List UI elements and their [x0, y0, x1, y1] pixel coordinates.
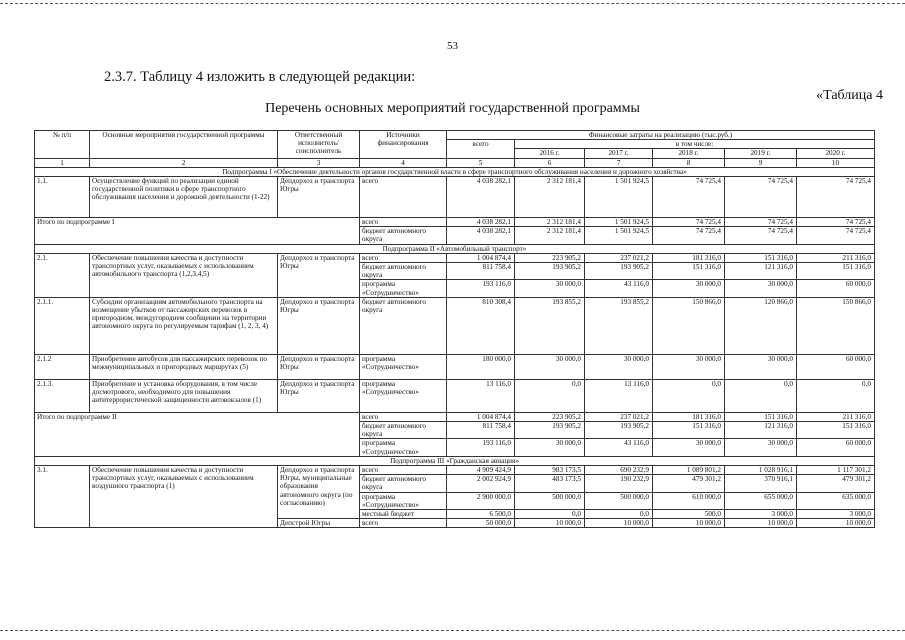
cell-value: 120 866,0: [725, 297, 797, 354]
cell-value: 811 758,4: [447, 422, 515, 439]
cell-value: 74 725,4: [797, 177, 875, 218]
row-source: всего: [360, 218, 447, 227]
cell-value: 60 000,0: [797, 280, 875, 297]
header-year: 2016 г.: [515, 149, 585, 158]
cell-value: 237 021,2: [585, 412, 653, 421]
col-number: 10: [797, 158, 875, 167]
cell-value: 30 000,0: [515, 280, 585, 297]
row-responsible: Депдорхоз и транспорта Югры, муниципальные образования автономного округа (по согласованию): [278, 466, 360, 519]
row-activity: Обеспечение повышения качества и доступности транспортных услуг, оказываемых с использованием автомобильного транспорта (1,2,3,4,5): [90, 253, 278, 297]
cell-value: 74 725,4: [725, 218, 797, 227]
cell-value: 74 725,4: [653, 218, 725, 227]
col-number: 9: [725, 158, 797, 167]
header-year: 2019 г.: [725, 149, 797, 158]
cell-value: 479 301,2: [797, 475, 875, 492]
cell-value: 121 316,0: [725, 422, 797, 439]
cell-value: 479 301,2: [653, 475, 725, 492]
header-activities: Основные мероприятия государственной программы: [90, 131, 278, 159]
col-number: 4: [360, 158, 447, 167]
cell-value: 2 002 924,9: [447, 475, 515, 492]
cell-value: 4 038 282,1: [447, 218, 515, 227]
cell-value: 1 089 801,2: [653, 466, 725, 475]
cell-value: 0,0: [797, 379, 875, 412]
row-responsible: Депстрой Югры: [278, 519, 360, 528]
row-source: всего: [360, 253, 447, 262]
cell-value: 193 905,2: [515, 422, 585, 439]
col-number: 2: [90, 158, 278, 167]
cell-value: 1 501 924,5: [585, 177, 653, 218]
header-finance: Финансовые затраты на реализацию (тыс.руб.): [447, 131, 875, 140]
cell-value: 983 173,5: [515, 466, 585, 475]
cell-value: 1 028 916,1: [725, 466, 797, 475]
row-num: 2.1.: [35, 253, 90, 297]
cell-value: 43 116,0: [585, 439, 653, 456]
row-responsible: Депдорхоз и транспорта Югры: [278, 297, 360, 354]
col-number: 5: [447, 158, 515, 167]
cell-value: 635 000,0: [797, 492, 875, 509]
cell-value: 30 000,0: [725, 354, 797, 379]
row-source: бюджет автономного округа: [360, 422, 447, 439]
cell-value: 4 038 282,1: [447, 177, 515, 218]
row-source: программа «Сотрудничество»: [360, 492, 447, 509]
cell-value: 1 004 874,4: [447, 253, 515, 262]
cell-value: 193 116,0: [447, 439, 515, 456]
col-number: 6: [515, 158, 585, 167]
cell-value: 237 021,2: [585, 253, 653, 262]
cell-value: 2 900 000,0: [447, 492, 515, 509]
subtotal-label: Итого по подпрограмме I: [35, 218, 360, 245]
row-source: всего: [360, 177, 447, 218]
cell-value: 60 000,0: [797, 354, 875, 379]
row-activity: Обеспечение повышения качества и доступности транспортных услуг, оказываемых с использованием воздушного транспорта (1): [90, 466, 278, 528]
row-activity: Субсидии организациям автомобильного транспорта на возмещение убытков от пассажирских перевозок в пригородном, междугороднем сообщении на территории автономного округа по регулируемым тарифам (1, 2, 3, 4): [90, 297, 278, 354]
row-source: бюджет автономного округа: [360, 297, 447, 354]
cell-value: 151 316,0: [797, 263, 875, 280]
cell-value: 150 866,0: [653, 297, 725, 354]
cell-value: 1 501 924,5: [585, 227, 653, 244]
cell-value: 30 000,0: [653, 354, 725, 379]
cell-value: 10 000,0: [585, 519, 653, 528]
subprogram-title: Подпрограмма II «Автомобильный транспорт»: [35, 244, 875, 253]
cell-value: 10 000,0: [797, 519, 875, 528]
cell-value: 2 312 181,4: [515, 218, 585, 227]
cell-value: 181 316,0: [653, 253, 725, 262]
col-number: 1: [35, 158, 90, 167]
row-source: программа «Сотрудничество»: [360, 354, 447, 379]
cell-value: 10 000,0: [653, 519, 725, 528]
section-heading: 2.3.7. Таблицу 4 изложить в следующей редакции:: [104, 69, 416, 85]
cell-value: 0,0: [725, 379, 797, 412]
row-source: всего: [360, 412, 447, 421]
cell-value: 180 000,0: [447, 354, 515, 379]
cell-value: 690 232,9: [585, 466, 653, 475]
program-activities-table: [34, 130, 875, 528]
col-number: 7: [585, 158, 653, 167]
header-total: всего: [447, 140, 515, 158]
cell-value: 193 855,2: [515, 297, 585, 354]
cell-value: 30 000,0: [515, 354, 585, 379]
cell-value: 151 316,0: [725, 253, 797, 262]
row-num: 3.1.: [35, 466, 90, 528]
header-num: № п/п: [35, 131, 90, 159]
row-source: бюджет автономного округа: [360, 227, 447, 244]
header-sources: Источники финансирования: [360, 131, 447, 159]
cell-value: 2 312 181,4: [515, 177, 585, 218]
cell-value: 1 117 301,2: [797, 466, 875, 475]
table-row: [35, 218, 875, 227]
cell-value: 74 725,4: [725, 177, 797, 218]
cell-value: 150 866,0: [797, 297, 875, 354]
cell-value: 10 000,0: [725, 519, 797, 528]
cell-value: 6 500,0: [447, 510, 515, 519]
cell-value: 500,0: [653, 510, 725, 519]
cell-value: 13 116,0: [447, 379, 515, 412]
row-source: программа «Сотрудничество»: [360, 439, 447, 456]
cell-value: 30 000,0: [515, 439, 585, 456]
cell-value: 1 004 874,4: [447, 412, 515, 421]
header-year: 2017 г.: [585, 149, 653, 158]
table-title: Перечень основных мероприятий государственной программы: [265, 101, 640, 116]
cell-value: 1 501 924,5: [585, 218, 653, 227]
cell-value: 181 316,0: [653, 412, 725, 421]
subtotal-label: Итого по подпрограмме II: [35, 412, 360, 456]
cell-value: 151 316,0: [653, 422, 725, 439]
cell-value: 30 000,0: [725, 280, 797, 297]
cell-value: 610 000,0: [653, 492, 725, 509]
cell-value: 2 312 181,4: [515, 227, 585, 244]
table-row: [35, 466, 875, 475]
cell-value: 3 000,0: [797, 510, 875, 519]
cell-value: 0,0: [585, 510, 653, 519]
cell-value: 810 308,4: [447, 297, 515, 354]
row-responsible: Депдорхоз и транспорта Югры: [278, 354, 360, 379]
row-activity: Приобретение и установка оборудования, в том числе досмотрового, необходимого для повышения антитеррористической защищенности автовокзалов (1): [90, 379, 278, 412]
header-responsible: Ответственный исполнитель/ соисполнитель: [278, 131, 360, 159]
top-scan-line: [0, 3, 905, 4]
cell-value: 74 725,4: [725, 227, 797, 244]
column-numbers-row: [35, 158, 875, 167]
cell-value: 500 000,0: [585, 492, 653, 509]
row-responsible: Депдорхоз и транспорта Югры: [278, 253, 360, 297]
table-row: [35, 177, 875, 218]
cell-value: 30 000,0: [585, 354, 653, 379]
cell-value: 74 725,4: [653, 177, 725, 218]
cell-value: 4 038 282,1: [447, 227, 515, 244]
col-number: 8: [653, 158, 725, 167]
cell-value: 13 116,0: [585, 379, 653, 412]
table-row: [35, 379, 875, 412]
cell-value: 223 905,2: [515, 253, 585, 262]
cell-value: 43 116,0: [585, 280, 653, 297]
table-row: [35, 412, 875, 421]
cell-value: 0,0: [515, 510, 585, 519]
cell-value: 74 725,4: [653, 227, 725, 244]
row-source: всего: [360, 519, 447, 528]
cell-value: 193 855,2: [585, 297, 653, 354]
row-source: бюджет автономного округа: [360, 475, 447, 492]
cell-value: 193 905,2: [585, 422, 653, 439]
row-source: бюджет автономного округа: [360, 263, 447, 280]
cell-value: 370 916,1: [725, 475, 797, 492]
cell-value: 211 316,0: [797, 412, 875, 421]
cell-value: 193 116,0: [447, 280, 515, 297]
col-number: 3: [278, 158, 360, 167]
cell-value: 811 758,4: [447, 263, 515, 280]
cell-value: 151 316,0: [725, 412, 797, 421]
cell-value: 190 232,9: [585, 475, 653, 492]
subprogram-title: Подпрограмма I «Обеспечение деятельности органов государственной власти в сфере транспортного обслуживания населения и дорожного хозяйства»: [35, 167, 875, 176]
row-source: местный бюджет: [360, 510, 447, 519]
cell-value: 50 000,0: [447, 519, 515, 528]
row-activity: Приобретение автобусов для пассажирских перевозок по межмуниципальных и пригородных маршрутах (5): [90, 354, 278, 379]
header-year: 2020 г.: [797, 149, 875, 158]
row-responsible: Депдорхоз и транспорта Югры: [278, 379, 360, 412]
row-activity: Осуществление функций по реализации единой государственной политики в сфере транспортного обслуживания населения и дорожной деятельности (1-22): [90, 177, 278, 218]
row-num: 1.1.: [35, 177, 90, 218]
row-source: программа «Сотрудничество»: [360, 280, 447, 297]
bottom-scan-line: [0, 630, 905, 631]
cell-value: 223 905,2: [515, 412, 585, 421]
cell-value: 193 905,2: [585, 263, 653, 280]
cell-value: 121 316,0: [725, 263, 797, 280]
table-row: [35, 354, 875, 379]
header-incl: в том числе:: [515, 140, 875, 149]
cell-value: 0,0: [515, 379, 585, 412]
cell-value: 151 316,0: [797, 422, 875, 439]
cell-value: 10 000,0: [515, 519, 585, 528]
cell-value: 3 000,0: [725, 510, 797, 519]
table-reference: «Таблица 4: [816, 88, 883, 103]
cell-value: 151 316,0: [653, 263, 725, 280]
row-num: 2.1.3.: [35, 379, 90, 412]
row-responsible: Депдорхоз и транспорта Югры: [278, 177, 360, 218]
cell-value: 74 725,4: [797, 218, 875, 227]
cell-value: 30 000,0: [653, 439, 725, 456]
cell-value: 193 905,2: [515, 263, 585, 280]
row-num: 2.1.2: [35, 354, 90, 379]
cell-value: 211 316,0: [797, 253, 875, 262]
cell-value: 30 000,0: [725, 439, 797, 456]
table-row: [35, 297, 875, 354]
cell-value: 60 000,0: [797, 439, 875, 456]
page-number: 53: [447, 40, 458, 52]
cell-value: 655 000,0: [725, 492, 797, 509]
cell-value: 4 909 424,9: [447, 466, 515, 475]
subprogram-title: Подпрограмма III «Гражданская авиация»: [35, 456, 875, 465]
table-row: [35, 253, 875, 262]
header-year: 2018 г.: [653, 149, 725, 158]
cell-value: 0,0: [653, 379, 725, 412]
cell-value: 500 000,0: [515, 492, 585, 509]
cell-value: 483 173,5: [515, 475, 585, 492]
row-source: всего: [360, 466, 447, 475]
cell-value: 30 000,0: [653, 280, 725, 297]
row-num: 2.1.1.: [35, 297, 90, 354]
cell-value: 74 725,4: [797, 227, 875, 244]
row-source: программа «Сотрудничество»: [360, 379, 447, 412]
